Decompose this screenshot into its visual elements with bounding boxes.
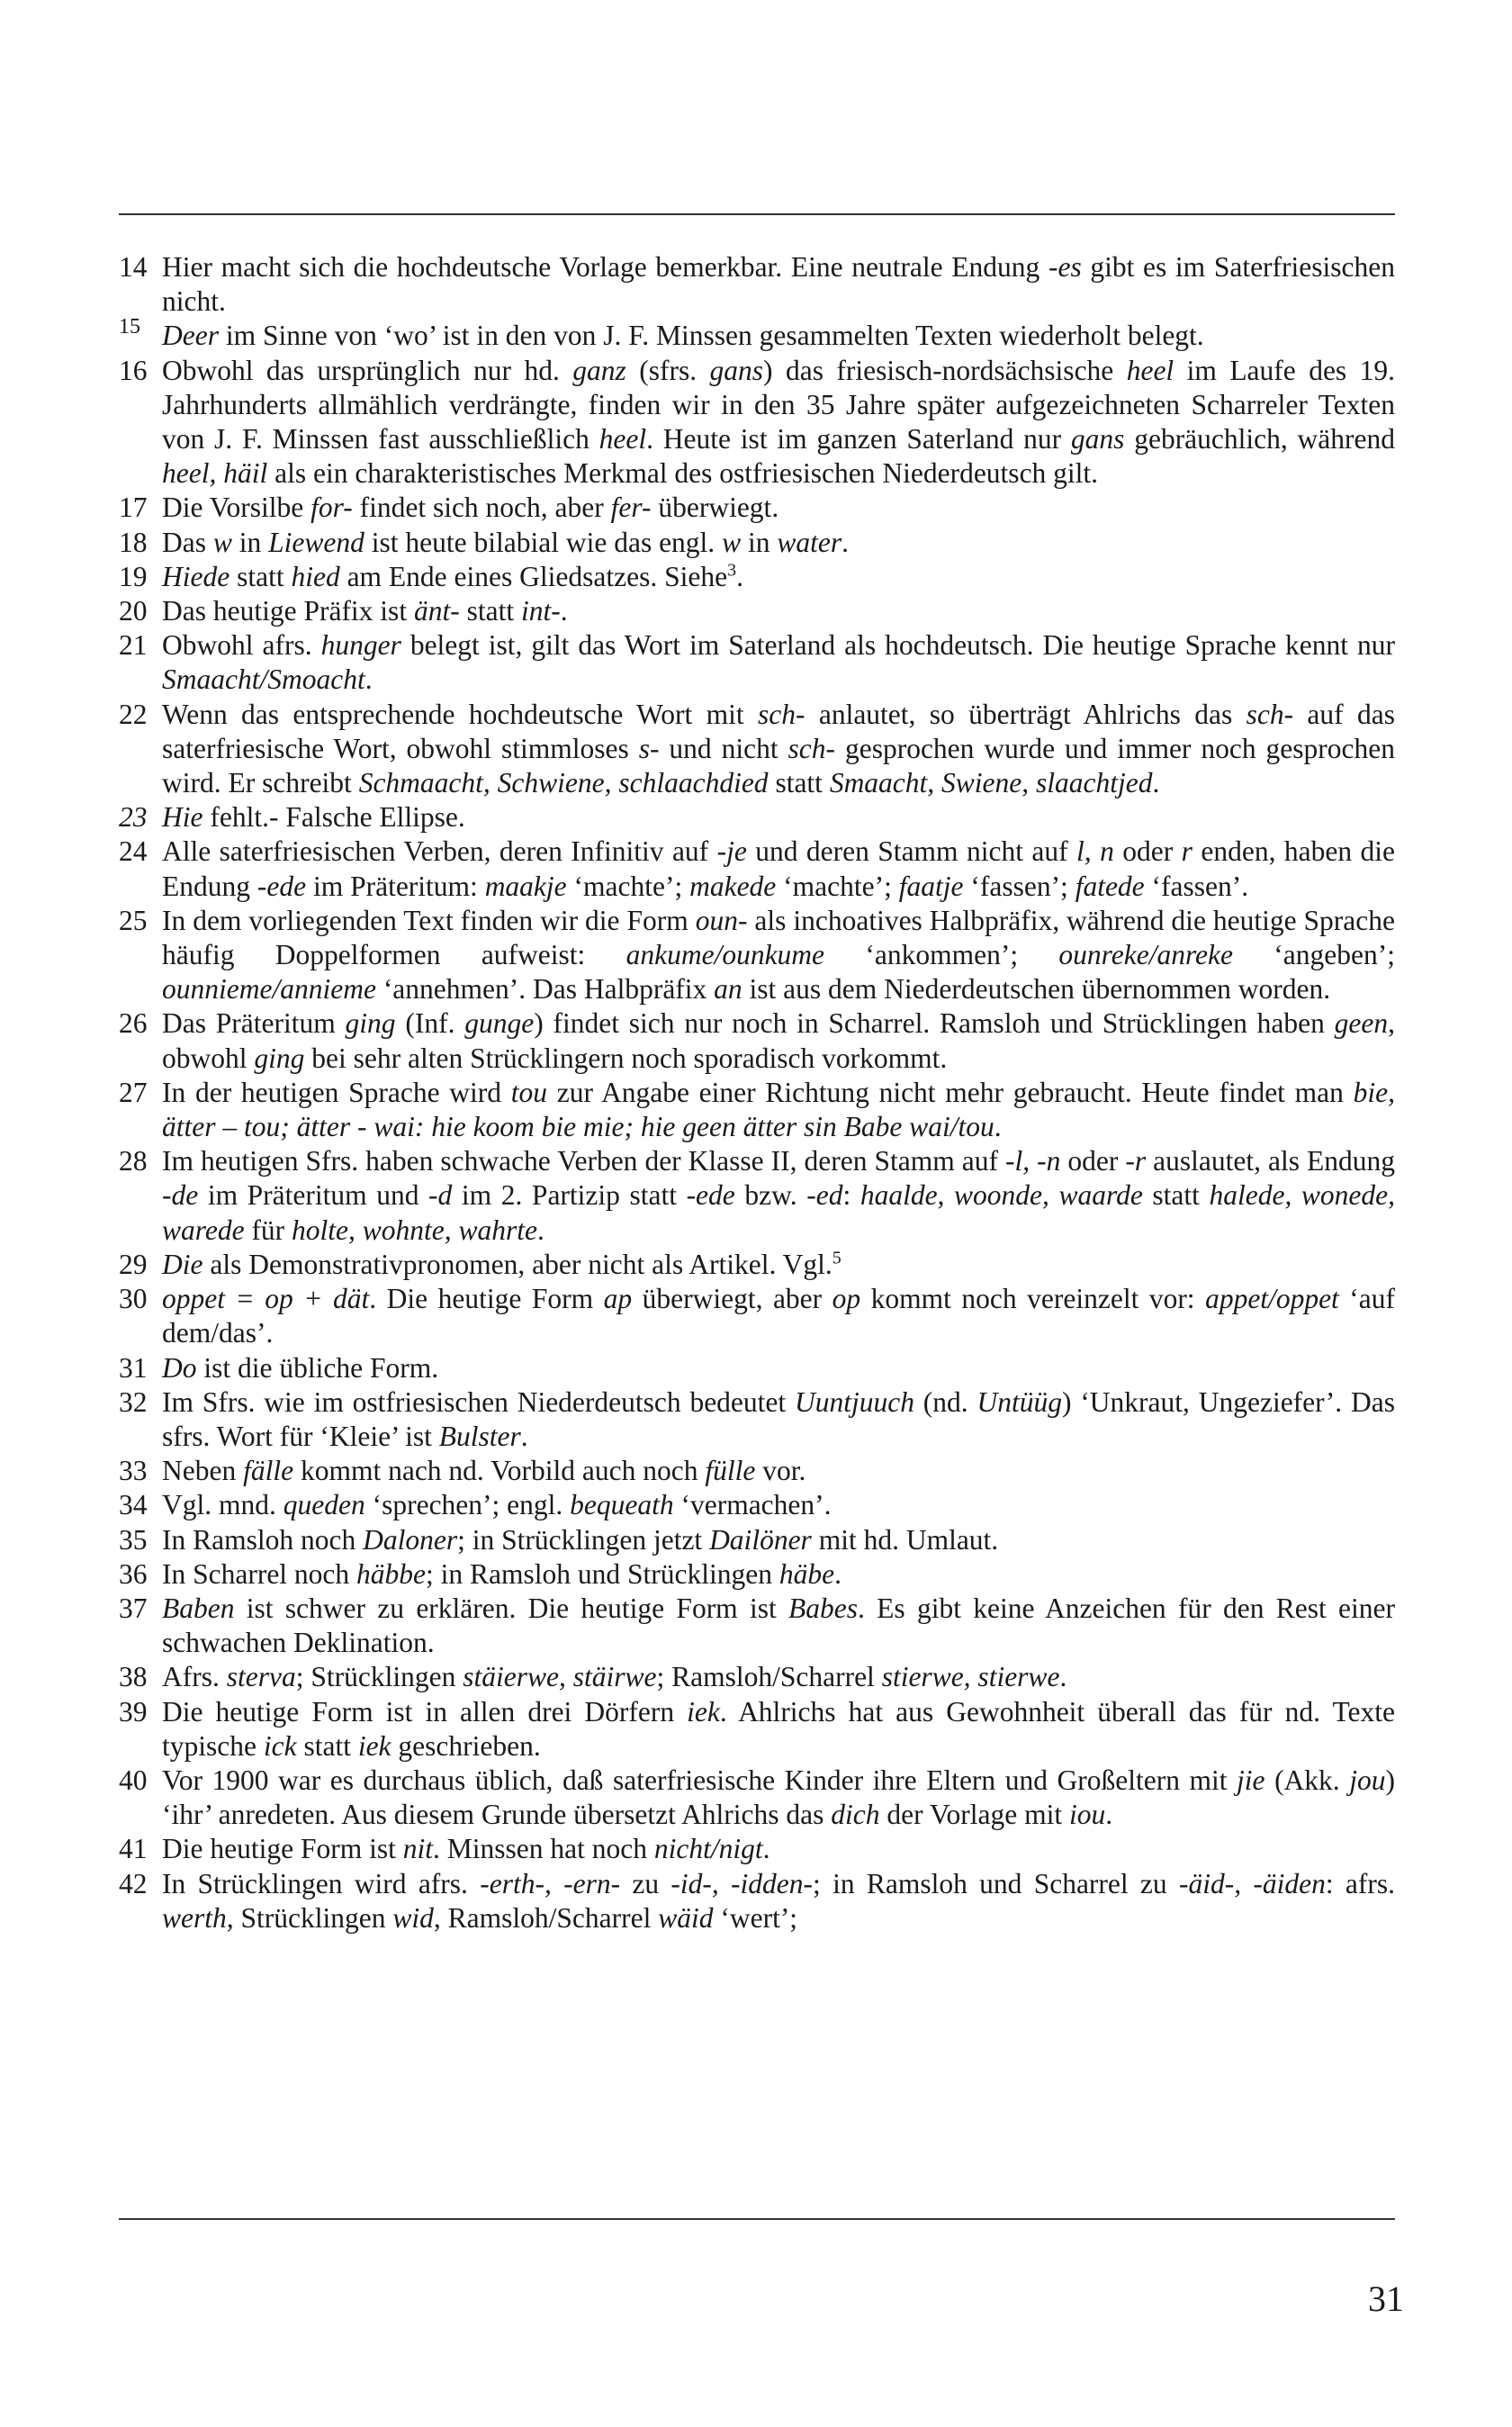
footnote-item [119, 1454, 1395, 1488]
footnote-item [119, 1248, 1395, 1282]
footnote-text: Im heutigen Sfrs. haben schwache Verben der Klasse II, deren Stamm auf -l, -n oder -r auslautet, als Endung -de im Präteritum und -d im 2. Partizip statt -ede bzw. -ed: haalde, woonde, waarde statt halede, wonede, warede für holte, wohnte, wahrte. [162, 1145, 1396, 1246]
footnote-item [119, 491, 1395, 525]
footnote-number: 42 [119, 1867, 148, 1899]
footnote-text: Die heutige Form ist nit. Minssen hat noch nicht/nigt. [162, 1833, 770, 1865]
footnote-text: Neben fälle kommt nach nd. Vorbild auch noch fülle vor. [162, 1455, 806, 1487]
footnote-number: 40 [119, 1764, 148, 1796]
footnote-number: 22 [119, 698, 148, 730]
footnote-number: 14 [119, 251, 148, 283]
footnote-text: Hier macht sich die hochdeutsche Vorlage bemerkbar. Eine neutrale Endung -es gibt es im Saterfriesischen nicht. [162, 251, 1395, 318]
footnote-text: Das Präteritum ging (Inf. gunge) findet sich nur noch in Scharrel. Ramsloh und Strücklingen haben geen, obwohl ging bei sehr alten Strücklingern noch sporadisch vorkommt. [162, 1007, 1395, 1074]
footnote-item [119, 1351, 1395, 1385]
footnote-text: Vor 1900 war es durchaus üblich, daß saterfriesische Kinder ihre Eltern und Großeltern mit jie (Akk. jou) ‘ihr’ anredeten. Aus diesem Grunde übersetzt Ahlrichs das dich der Vorlage mit iou. [162, 1764, 1395, 1831]
footnote-item [119, 1832, 1395, 1866]
footnote-item [119, 250, 1395, 319]
footnote-number: 34 [119, 1489, 148, 1521]
footnote-item [119, 1385, 1395, 1454]
footnote-text: Afrs. sterva; Strücklingen stäierwe, stäirwe; Ramsloh/Scharrel stierwe, stierwe. [162, 1661, 1067, 1693]
footnote-item [119, 354, 1395, 492]
footnote-item [119, 1282, 1395, 1350]
footnote-text: In Scharrel noch häbbe; in Ramsloh und Strücklingen häbe. [162, 1557, 842, 1590]
footnote-text: Do ist die übliche Form. [162, 1351, 439, 1384]
footnote-number: 28 [119, 1145, 148, 1177]
footnote-text: Vgl. mnd. queden ‘sprechen’; engl. bequeath ‘vermachen’. [162, 1489, 832, 1521]
footnote-number: 39 [119, 1695, 148, 1728]
footnote-number: 19 [119, 560, 148, 592]
footnote-text: Die Vorsilbe for- findet sich noch, aber fer- überwiegt. [162, 492, 779, 524]
footnote-item [119, 904, 1395, 1007]
footnote-text: Alle saterfriesischen Verben, deren Infinitiv auf -je und deren Stamm nicht auf l, n oder r enden, haben die Endung -ede im Präteritum: maakje ‘machte’; makede ‘machte’; faatje ‘fassen’; fatede ‘fassen’. [162, 835, 1395, 902]
footnote-number: 29 [119, 1248, 148, 1280]
footnote-item [119, 1523, 1395, 1557]
footnote-text: Die heutige Form ist in allen drei Dörfern iek. Ahlrichs hat aus Gewohnheit überall das für nd. Texte typische ick statt iek geschrieben. [162, 1695, 1395, 1762]
footnote-number: 36 [119, 1557, 148, 1590]
footnote-number: 23 [119, 801, 148, 834]
footnote-number: 37 [119, 1592, 148, 1624]
bottom-rule [119, 2218, 1395, 2220]
footnote-item [119, 1006, 1395, 1075]
footnote-text: oppet = op + dät. Die heutige Form ap überwiegt, aber op kommt noch vereinzelt vor: appet/oppet ‘auf dem/das’. [162, 1283, 1396, 1349]
footnote-item [119, 698, 1395, 801]
footnote-item [119, 526, 1395, 560]
footnote-text: Im Sfrs. wie im ostfriesischen Niederdeutsch bedeutet Uuntjuuch (nd. Untüüg) ‘Unkraut, Ungeziefer’. Das sfrs. Wort für ‘Kleie’ ist Bulster. [162, 1385, 1395, 1452]
footnote-text: In Strücklingen wird afrs. -erth-, -ern- zu -id-, -idden-; in Ramsloh und Scharrel zu -äid-, -äiden: afrs. werth, Strücklingen wid, Ramsloh/Scharrel wäid ‘wert’; [162, 1867, 1395, 1934]
footnote-item [119, 1660, 1395, 1694]
footnote-number: 30 [119, 1283, 148, 1315]
footnote-number: 16 [119, 354, 148, 386]
footnote-text: Die als Demonstrativpronomen, aber nicht als Artikel. Vgl.$^5$ [162, 1248, 842, 1280]
footnote-number: 38 [119, 1661, 148, 1693]
footnote-item [119, 1695, 1395, 1764]
footnote-item [119, 628, 1395, 697]
footnote-text: Hiede statt hied am Ende eines Gliedsatzes. Siehe$^3$. [162, 560, 743, 592]
footnote-text: Deer im Sinne von ‘wo’ ist in den von J. F. Minssen gesammelten Texten wiederholt belegt. [162, 320, 1204, 352]
footnote-number: 24 [119, 835, 148, 868]
footnote-item [119, 1592, 1395, 1660]
footnote-item [119, 315, 1395, 353]
footnote-item [119, 1488, 1395, 1522]
footnote-text: Baben ist schwer zu erklären. Die heutige Form ist Babes. Es gibt keine Anzeichen für den Rest einer schwachen Deklination. [162, 1592, 1395, 1659]
footnote-number: 27 [119, 1076, 148, 1108]
footnote-number: 31 [119, 1351, 148, 1384]
footnote-number: 41 [119, 1833, 148, 1865]
footnote-text: Das w in Liewend ist heute bilabial wie das engl. w in water. [162, 526, 849, 558]
footnotes-list [119, 250, 1395, 1935]
footnote-text: Wenn das entsprechende hochdeutsche Wort mit sch- anlautet, so überträgt Ahlrichs das sch- auf das saterfriesische Wort, obwohl stimmloses s- und nicht sch- gesprochen wurde und immer noch gesprochen wird. Er schreibt Schmaacht, Schwiene, schlaachdied statt Smaacht, Swiene, slaachtjed. [162, 698, 1395, 799]
footnote-text: Hie fehlt.- Falsche Ellipse. [162, 801, 465, 834]
footnote-number: 20 [119, 595, 148, 627]
footnote-number: 25 [119, 904, 148, 936]
footnote-text: In der heutigen Sprache wird tou zur Angabe einer Richtung nicht mehr gebraucht. Heute findet man bie, ätter – tou; ätter - wai: hie koom bie mie; hie geen ätter sin Babe wai/tou. [162, 1076, 1395, 1143]
footnote-number: 18 [119, 526, 148, 558]
footnote-item [119, 1557, 1395, 1592]
footnote-number: 17 [119, 492, 148, 524]
footnote-text: In dem vorliegenden Text finden wir die Form oun- als inchoatives Halbpräfix, während die heutige Sprache häufig Doppelformen aufweist: ankume/ounkume ‘ankommen’; ounreke/anreke ‘angeben’; ounnieme/annieme ‘annehmen’. Das Halbpräfix an ist aus dem Niederdeutschen übernommen worden. [162, 904, 1395, 1006]
footnote-item [119, 1076, 1395, 1144]
footnote-text: Das heutige Präfix ist änt- statt int-. [162, 595, 568, 627]
footnote-item [119, 800, 1395, 835]
footnote-number: 33 [119, 1455, 148, 1487]
footnote-text: In Ramsloh noch Daloner; in Strücklingen jetzt Dailöner mit hd. Umlaut. [162, 1523, 999, 1556]
page-number: 31 [1368, 2278, 1404, 2319]
footnote-item [119, 1144, 1395, 1248]
footnote-number: 35 [119, 1523, 148, 1556]
footnote-item [119, 835, 1395, 903]
footnote-item [119, 1867, 1395, 1935]
footnote-item [119, 594, 1395, 628]
footnote-number: 32 [119, 1385, 148, 1418]
footnote-item [119, 1764, 1395, 1832]
footnote-number: 21 [119, 629, 148, 662]
footnote-number: 15 [119, 315, 140, 339]
footnote-number: 26 [119, 1007, 148, 1040]
footnote-item [119, 560, 1395, 594]
footnote-text: Obwohl afrs. hunger belegt ist, gilt das Wort im Saterland als hochdeutsch. Die heutige Sprache kennt nur Smaacht/Smoacht. [162, 629, 1396, 696]
footnote-text: Obwohl das ursprünglich nur hd. ganz (sfrs. gans) das friesisch-nordsächsische heel im Laufe des 19. Jahrhunderts allmählich verdrängte, finden wir in den 35 Jahre später aufgezeichneten Scharreler Texten von J. F. Minssen fast ausschließlich heel. Heute ist im ganzen Saterland nur gans gebräuchlich, während heel, häil als ein charakteristisches Merkmal des ostfriesischen Niederdeutsch gilt. [162, 354, 1395, 490]
top-rule [119, 213, 1395, 215]
